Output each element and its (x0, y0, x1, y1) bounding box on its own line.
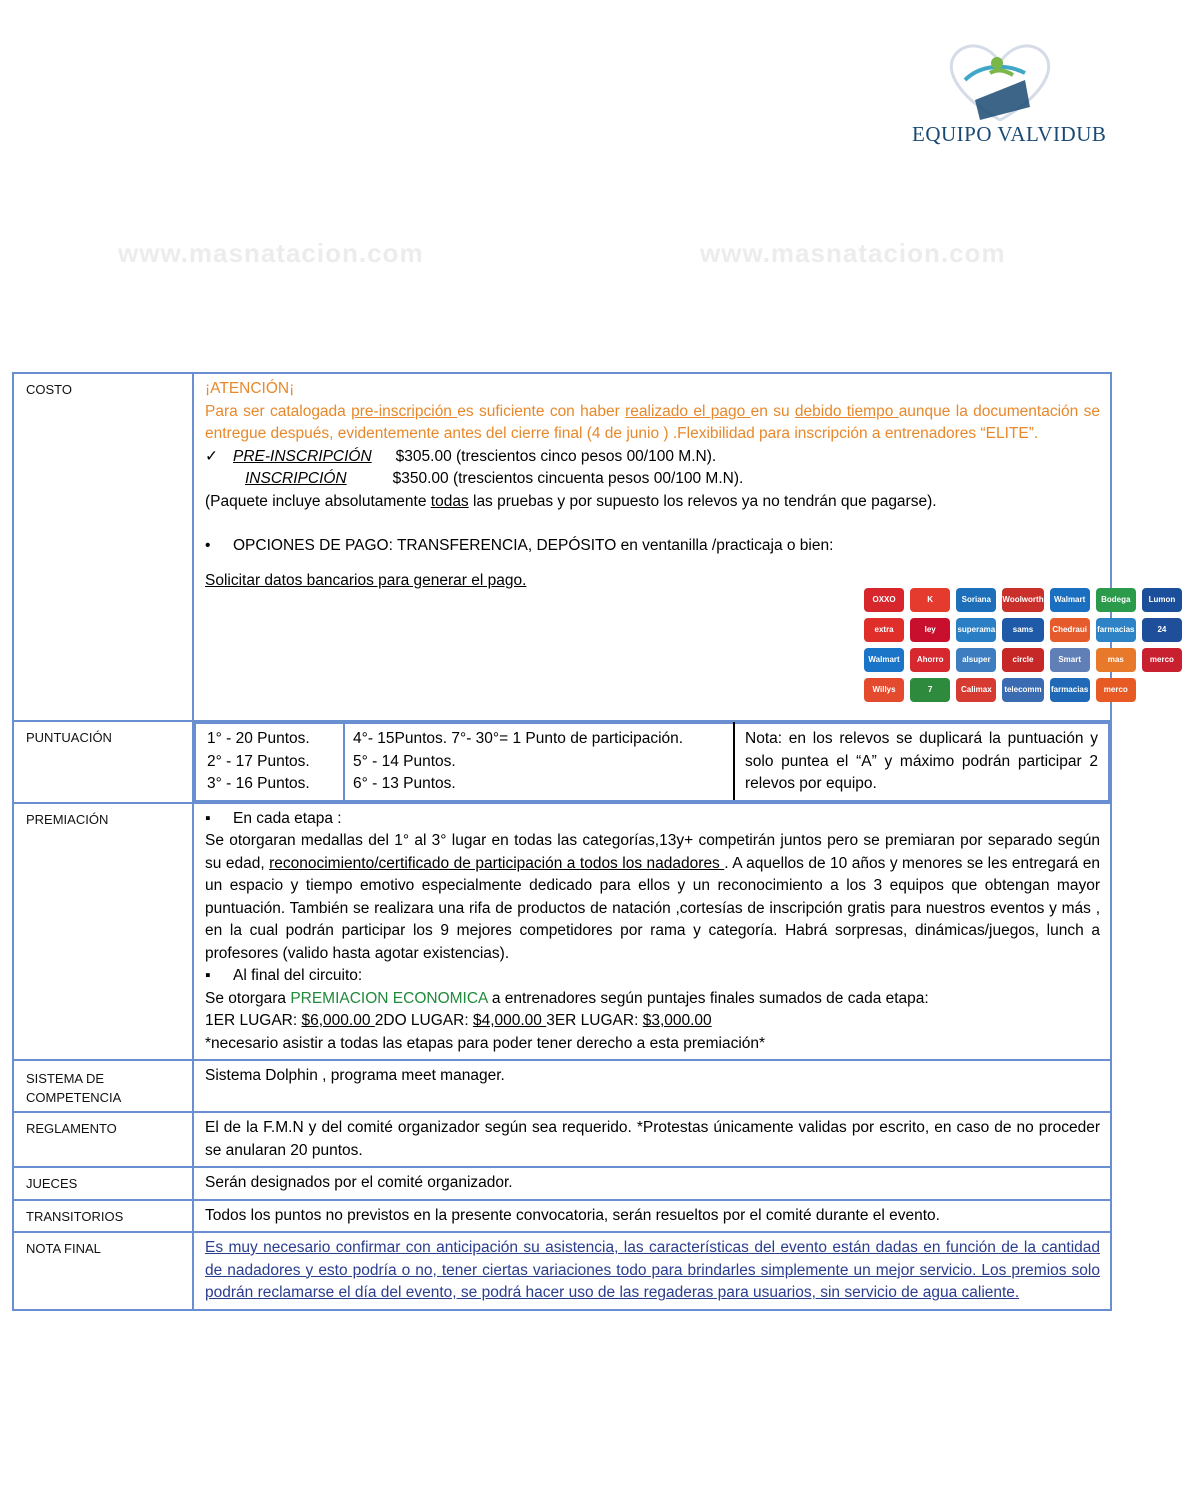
etapa-description: Se otorgaran medallas del 1° al 3° lugar en todas las categorías,13y+ competirán juntos pero se premiaran por separado según su edad, reconocimiento/certificado de participación a todos los nadadores . A aquellos de 10 años y menores se les entregará en un espacio y tiempo emotivo especialmente dedicado para ellos y un reconocimiento a los 3 equipos que obtengan mayor puntuación. También se realizara una rifa de productos de natación ,cortesías de inscripción gratis para nuestros eventos y más , en la cual podrán participar los 9 mejores competidores por rama y categoría. Habrá sorpresas, dinámicas/juegos, lunch a profesores (valido hasta agotar existencias). (205, 832, 1100, 962)
logo-text: EQUIPO VALVIDUB (912, 122, 1107, 146)
content-transitorios: Todos los puntos no previstos en la presente convocatoria, serán resueltos por el comité durante el evento. (193, 1200, 1111, 1233)
final-description: Se otorgara PREMIACION ECONOMICA a entrenadores según puntajes finales sumados de cada etapa: (205, 989, 929, 1007)
preinscription-price: ✓ PRE-INSCRIPCIÓN $305.00 (trescientos cinco pesos 00/100 M.N). (205, 446, 1100, 469)
payment-store-logo: Smart (1050, 648, 1090, 672)
score-5: 5° - 14 Puntos. (353, 752, 456, 770)
inscription-price: INSCRIPCIÓN $350.00 (trescientos cincuenta pesos 00/100 M.N). (245, 470, 744, 487)
row-costo (13, 373, 1111, 721)
check-icon: ✓ (205, 447, 218, 465)
payment-store-logo: alsuper (956, 648, 996, 672)
bank-request-link[interactable]: Solicitar datos bancarios para generar el pago. (205, 571, 527, 589)
payment-store-logo: Ahorro (910, 648, 950, 672)
payment-store-logo: K (910, 588, 950, 612)
bullet-icon: ▪ (205, 809, 211, 827)
scoring-note: Nota: en los relevos se duplicará la puntuación y solo puntea el “A” y máximo podrán participar 2 relevos por equipo. (734, 723, 1109, 801)
prize-amounts: 1ER LUGAR: $6,000.00 2DO LUGAR: $4,000.00 3ER LUGAR: $3,000.00 (205, 1012, 712, 1029)
scoring-table (194, 722, 1110, 802)
score-2: 2° - 17 Puntos. (207, 752, 310, 770)
label-jueces: JUECES (13, 1167, 193, 1200)
payment-store-logo: 7 (910, 678, 950, 702)
payment-store-logo: sams (1002, 618, 1043, 642)
content-nota-final: Es muy necesario confirmar con anticipación su asistencia, las características del evento están dadas en función de la cantidad de nadadores y esto podría o no, tener ciertas variaciones todo para brindarles simplemente un mejor servicio. Los premios solo podrán reclamarse el día del evento, se podrá hacer uso de las regaderas para usuarios, sin servicio de agua caliente. (193, 1232, 1111, 1310)
payment-store-logo: circle (1002, 648, 1043, 672)
payment-store-logo: Bodega (1096, 588, 1136, 612)
watermark-left: www.masnatacion.com (118, 238, 424, 268)
content-costo (193, 373, 1176, 721)
content-reglamento: El de la F.M.N y del comité organizador según sea requerido. *Protestas únicamente validas por escrito, en caso de no proceder se anularan 20 puntos. (193, 1112, 1111, 1167)
payment-store-logo: Walmart (1050, 588, 1090, 612)
score-3: 3° - 16 Puntos. (207, 775, 310, 792)
content-jueces: Serán designados por el comité organizador. (193, 1167, 1111, 1200)
row-sistema (13, 1060, 1111, 1112)
attention-heading: ¡ATENCIÓN¡ (205, 380, 295, 397)
payment-store-logo: Chedraui (1050, 618, 1090, 642)
score-6: 6° - 13 Puntos. (353, 775, 456, 792)
payment-store-logo: 24 (1142, 618, 1182, 642)
scoring-col-1 (195, 723, 344, 801)
etapa-title: ▪ En cada etapa : (205, 808, 1100, 831)
scoring-col-2 (344, 723, 734, 801)
score-1: 1° - 20 Puntos. (207, 730, 310, 747)
label-sistema: SISTEMA DE COMPETENCIA (13, 1060, 193, 1112)
payment-store-logo: farmacias (1096, 618, 1136, 642)
content-premiacion (193, 803, 1111, 1061)
preinscription-paragraph: Para ser catalogada pre-inscripción es suficiente con haber realizado el pago en su debido tiempo aunque la documentación se entregue después, evidentemente antes del cierre final (4 de junio ) .Flexibilidad para inscripción a entrenadores “ELITE”. (205, 402, 1100, 442)
payment-store-logo: Lumon (1142, 588, 1182, 612)
payment-store-logo: telecomm (1002, 678, 1043, 702)
row-premiacion (13, 803, 1111, 1061)
label-costo: COSTO (13, 373, 193, 721)
payment-store-logo: farmacias (1050, 678, 1090, 702)
convocatoria-table (12, 372, 1176, 1311)
label-reglamento: REGLAMENTO (13, 1112, 193, 1167)
payment-store-logo: merco (1142, 648, 1182, 672)
label-puntuacion: PUNTUACIÓN (13, 721, 193, 803)
content-puntuacion (193, 721, 1111, 803)
payment-options: • OPCIONES DE PAGO: TRANSFERENCIA, DEPÓSITO en ventanilla /practicaja o bien: (205, 535, 1100, 558)
payment-store-logo: ley (910, 618, 950, 642)
bullet-icon: • (205, 537, 211, 554)
label-nota-final: NOTA FINAL (13, 1232, 193, 1310)
payment-store-logo: Willys (864, 678, 904, 702)
prize-requirement: *necesario asistir a todas las etapas para poder tener derecho a esta premiación* (205, 1034, 766, 1052)
row-transitorios (13, 1200, 1111, 1233)
label-premiacion: PREMIACIÓN (13, 803, 193, 1061)
row-puntuacion (13, 721, 1111, 803)
row-jueces (13, 1167, 1111, 1200)
payment-logos (864, 588, 1182, 692)
payment-store-logo: mas (1096, 648, 1136, 672)
row-nota-final (13, 1232, 1111, 1310)
equipo-valvidub-logo (895, 25, 1105, 175)
payment-store-logo: superama (956, 618, 996, 642)
payment-store-logo: extra (864, 618, 904, 642)
row-reglamento (13, 1112, 1111, 1167)
payment-store-logo: Woolworth (1002, 588, 1043, 612)
label-transitorios: TRANSITORIOS (13, 1200, 193, 1233)
score-4: 4°- 15Puntos. 7°- 30°= 1 Punto de participación. (353, 730, 684, 747)
payment-store-logo: Walmart (864, 648, 904, 672)
payment-store-logo: OXXO (864, 588, 904, 612)
content-sistema: Sistema Dolphin , programa meet manager. (193, 1060, 1111, 1112)
payment-store-logo: Soriana (956, 588, 996, 612)
payment-store-logo: merco (1096, 678, 1136, 702)
final-title: ▪ Al final del circuito: (205, 965, 1100, 988)
payment-store-logo (1142, 678, 1182, 702)
package-note: (Paquete incluye absolutamente todas las pruebas y por supuesto los relevos ya no tendrán que pagarse). (205, 492, 937, 510)
bullet-icon: ▪ (205, 967, 211, 984)
payment-store-logo: Calimax (956, 678, 996, 702)
watermark-right: www.masnatacion.com (700, 238, 1006, 268)
